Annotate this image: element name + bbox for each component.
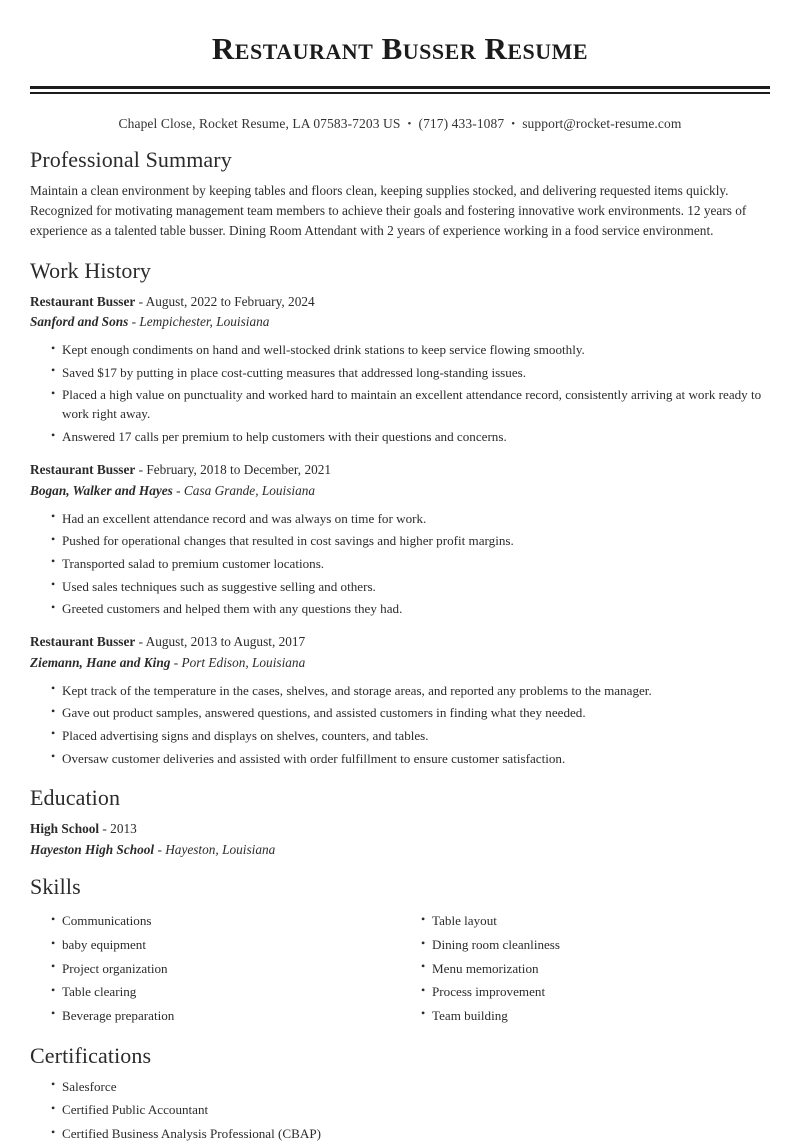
skill-item: • Process improvement [421, 982, 770, 1001]
job-company-line [30, 653, 770, 674]
job-bullet-list [30, 509, 770, 619]
job-dates: August, 2022 to February, 2024 [145, 293, 315, 309]
job-bullet: • Placed advertising signs and displays on shelves, counters, and tables. [51, 726, 770, 745]
section-certifications [30, 1043, 770, 1143]
skill-item: • Beverage preparation [51, 1006, 400, 1025]
work-history-entry [30, 460, 770, 618]
job-bullet: • Oversaw customer deliveries and assisted with order fulfillment to ensure customer satisfaction. [51, 749, 770, 768]
job-company-dash: - [128, 314, 140, 330]
job-title: Restaurant Busser [30, 293, 136, 309]
skill-item: • Project organization [51, 959, 400, 978]
education-degree: High School [30, 821, 100, 837]
section-heading-professional-summary: Professional Summary [30, 147, 232, 173]
skills-list-right [400, 911, 770, 1025]
skill-item: • baby equipment [51, 935, 400, 954]
job-dash: - [135, 462, 147, 478]
certifications-list [30, 1077, 770, 1143]
job-title-line [30, 460, 770, 481]
job-company: Bogan, Walker and Hayes [30, 482, 173, 498]
job-location: Port Edison, Louisiana [181, 654, 306, 670]
skill-item: • Communications [51, 911, 400, 930]
title-divider-rule [30, 86, 770, 94]
job-company: Ziemann, Hane and King [30, 654, 171, 670]
contact-line [30, 115, 770, 133]
skill-item: • Dining room cleanliness [421, 935, 770, 954]
education-school-line [30, 839, 770, 860]
job-company-dash: - [172, 482, 184, 498]
education-degree-line [30, 818, 770, 839]
skill-item: • Table layout [421, 911, 770, 930]
work-history-entry [30, 292, 770, 447]
job-company-dash: - [170, 654, 182, 670]
job-bullet: • Placed a high value on punctuality and worked hard to maintain an excellent attendance record, consistently arriving at work ready to work right away. [51, 385, 770, 423]
education-school-dash: - [154, 842, 166, 858]
education-entry [30, 818, 770, 860]
job-bullet: • Kept enough condiments on hand and well-stocked drink stations to keep service flowing smoothly. [51, 340, 770, 359]
contact-email[interactable]: support@rocket-resume.com [522, 115, 682, 131]
job-dash: - [135, 634, 146, 650]
contact-separator-2: • [511, 117, 516, 130]
job-bullet: • Had an excellent attendance record and was always on time for work. [51, 509, 770, 528]
job-company-line [30, 481, 770, 502]
education-location: Hayeston, Louisiana [165, 842, 276, 858]
job-location: Lempichester, Louisiana [139, 314, 270, 330]
contact-address: Chapel Close, Rocket Resume, LA 07583-7203 US [118, 115, 401, 131]
job-bullet: • Greeted customers and helped them with any questions they had. [51, 599, 770, 618]
certification-item: • Certified Business Analysis Professional (CBAP) [51, 1124, 770, 1143]
certification-item: • Salesforce [51, 1077, 770, 1096]
contact-separator-1: • [407, 117, 412, 130]
job-company: Sanford and Sons [30, 314, 129, 330]
section-skills [30, 874, 770, 1029]
section-heading-work-history: Work History [30, 258, 152, 284]
page-title: Restaurant Busser Resume [211, 31, 589, 66]
job-bullet: • Answered 17 calls per premium to help customers with their questions and concerns. [51, 427, 770, 446]
skills-list-left [30, 911, 400, 1025]
job-dates: August, 2013 to August, 2017 [145, 634, 306, 650]
skills-column-right [400, 907, 770, 1029]
job-title-line [30, 632, 770, 653]
job-title: Restaurant Busser [30, 634, 136, 650]
section-education [30, 785, 770, 860]
section-work-history [30, 258, 770, 767]
job-bullet: • Saved $17 by putting in place cost-cutting measures that addressed long-standing issues. [51, 363, 770, 382]
education-dash: - [99, 821, 111, 837]
work-history-entry [30, 632, 770, 767]
section-heading-skills: Skills [30, 874, 81, 900]
job-bullet: • Used sales techniques such as suggestive selling and others. [51, 577, 770, 596]
education-year: 2013 [110, 821, 137, 837]
job-bullet: • Pushed for operational changes that resulted in cost savings and higher profit margins. [51, 531, 770, 550]
section-professional-summary [30, 147, 770, 241]
skills-column-left [30, 907, 400, 1029]
job-title: Restaurant Busser [30, 462, 136, 478]
skill-item: • Team building [421, 1006, 770, 1025]
section-heading-certifications: Certifications [30, 1043, 152, 1069]
section-heading-education: Education [30, 784, 121, 810]
certification-item: • Certified Public Accountant [51, 1100, 770, 1119]
professional-summary-text: Maintain a clean environment by keeping tables and floors clean, keeping supplies stocked, and delivering requested items quickly. Recognized for motivating management team members to achieve their goals and fostering innovative work environments. 12 years of experience as a talented table busser. Dining Room Attendant with 2 years of experience working in a food service environment. [30, 182, 747, 239]
job-bullet-list [30, 340, 770, 446]
job-title-line [30, 292, 770, 313]
job-company-line [30, 312, 770, 333]
job-dash: - [135, 293, 146, 309]
job-bullet: • Transported salad to premium customer locations. [51, 554, 770, 573]
contact-phone: (717) 433-1087 [418, 115, 505, 131]
job-bullet-list [30, 681, 770, 768]
skill-item: • Table clearing [51, 982, 400, 1001]
job-bullet: • Kept track of the temperature in the cases, shelves, and storage areas, and reported any problems to the manager. [51, 681, 770, 700]
skills-columns [30, 907, 770, 1029]
job-dates: February, 2018 to December, 2021 [146, 462, 332, 478]
job-location: Casa Grande, Louisiana [183, 482, 316, 498]
education-school: Hayeston High School [30, 842, 155, 858]
skill-item: • Menu memorization [421, 959, 770, 978]
job-bullet: • Gave out product samples, answered questions, and assisted customers in finding what they needed. [51, 703, 770, 722]
